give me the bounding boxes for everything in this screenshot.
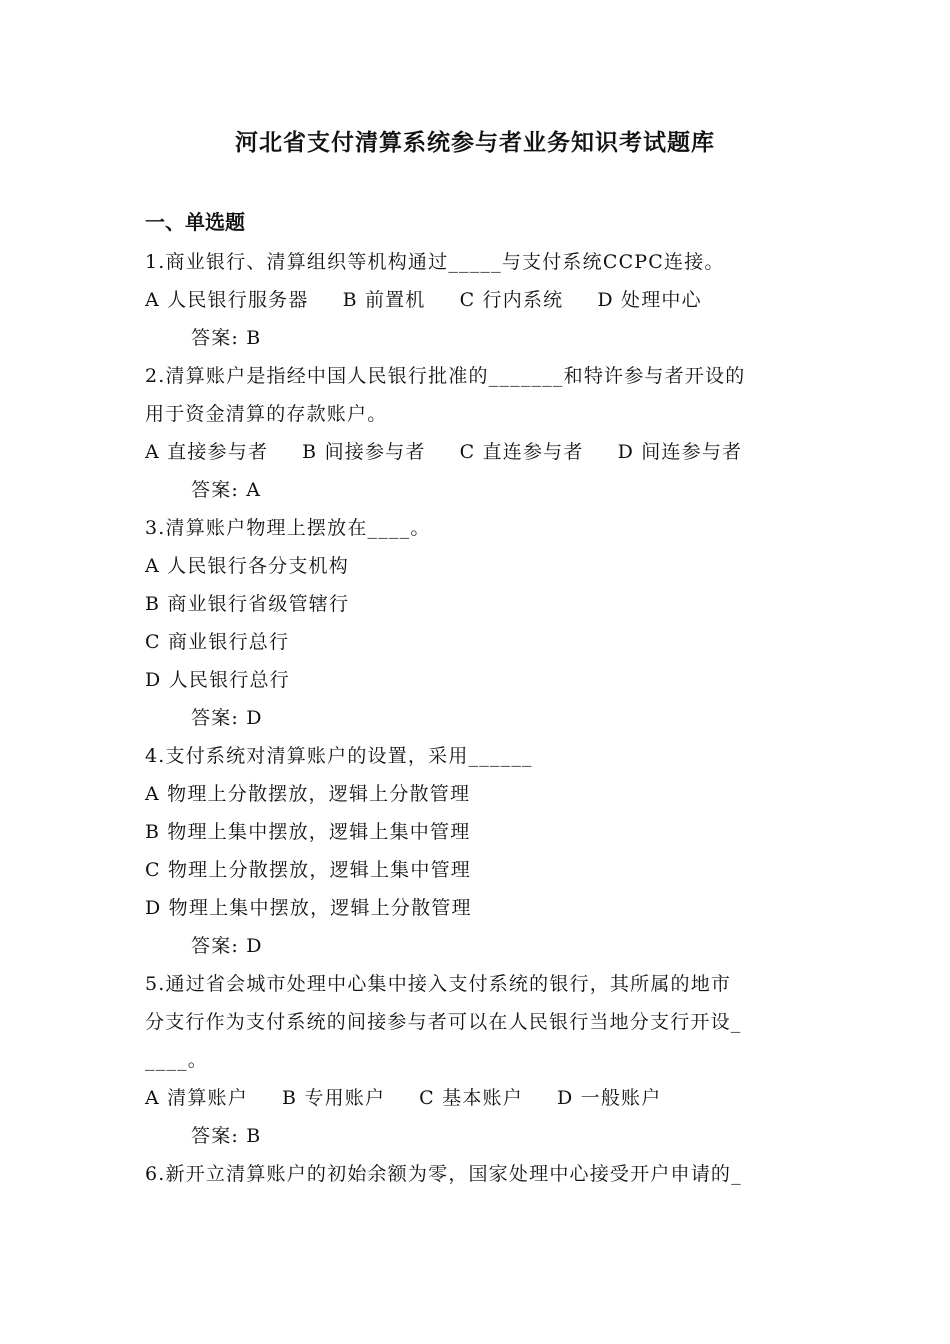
question-6-text: 6.新开立清算账户的初始余额为零，国家处理中心接受开户申请的_ [145, 1163, 742, 1185]
option: B 专用账户 [281, 1087, 386, 1109]
option: D 一般账户 [556, 1087, 662, 1109]
question-4-answer: 答案: D [191, 935, 263, 957]
section-heading: 一、单选题 [145, 210, 245, 234]
question-4-option-d: D 物理上集中摆放，逻辑上分散管理 [145, 897, 472, 919]
question-5-text-line2: 分支行作为支付系统的间接参与者可以在人民银行当地分支行开设_ [145, 1011, 742, 1033]
option: A 清算账户 [145, 1087, 248, 1109]
option: C 直连参与者 [459, 441, 584, 463]
option: C 行内系统 [459, 289, 564, 311]
question-1-options [145, 281, 810, 319]
question-5-options [145, 1079, 810, 1117]
question-5-text-line1: 5.通过省会城市处理中心集中接入支付系统的银行，其所属的地市 [145, 973, 732, 995]
question-3-text: 3.清算账户物理上摆放在____。 [145, 517, 431, 539]
question-2-text-line1: 2.清算账户是指经中国人民银行批准的_______和特许参与者开设的 [145, 365, 746, 387]
option: A 直接参与者 [145, 441, 269, 463]
option: C 基本账户 [419, 1087, 523, 1109]
question-4-option-a: A 物理上分散摆放，逻辑上分散管理 [145, 783, 471, 805]
question-3-option-b: B 商业银行省级管辖行 [145, 593, 350, 615]
question-5-text-line3: ____。 [145, 1049, 209, 1071]
question-1-answer: 答案: B [191, 327, 262, 349]
option: D 间连参与者 [617, 441, 743, 463]
question-1-text: 1.商业银行、清算组织等机构通过_____与支付系统CCPC连接。 [145, 251, 725, 273]
question-4-text: 4.支付系统对清算账户的设置，采用______ [145, 745, 533, 767]
question-2-answer: 答案: A [191, 479, 262, 501]
question-5-answer: 答案: B [191, 1125, 262, 1147]
option: B 间接参与者 [302, 441, 426, 463]
question-3-option-c: C 商业银行总行 [145, 631, 290, 653]
question-2-options [145, 433, 810, 471]
option: B 前置机 [342, 289, 426, 311]
question-3-option-d: D 人民银行总行 [145, 669, 290, 691]
question-4-option-b: B 物理上集中摆放，逻辑上集中管理 [145, 821, 471, 843]
option: D 处理中心 [597, 289, 702, 311]
question-3-answer: 答案: D [191, 707, 263, 729]
option: A 人民银行服务器 [145, 289, 309, 311]
question-4-option-c: C 物理上分散摆放，逻辑上集中管理 [145, 859, 471, 881]
question-list [145, 243, 810, 1193]
document-title: 河北省支付清算系统参与者业务知识考试题库 [235, 129, 715, 156]
question-2-text-line2: 用于资金清算的存款账户。 [145, 403, 388, 425]
question-3-option-a: A 人民银行各分支机构 [145, 555, 349, 577]
